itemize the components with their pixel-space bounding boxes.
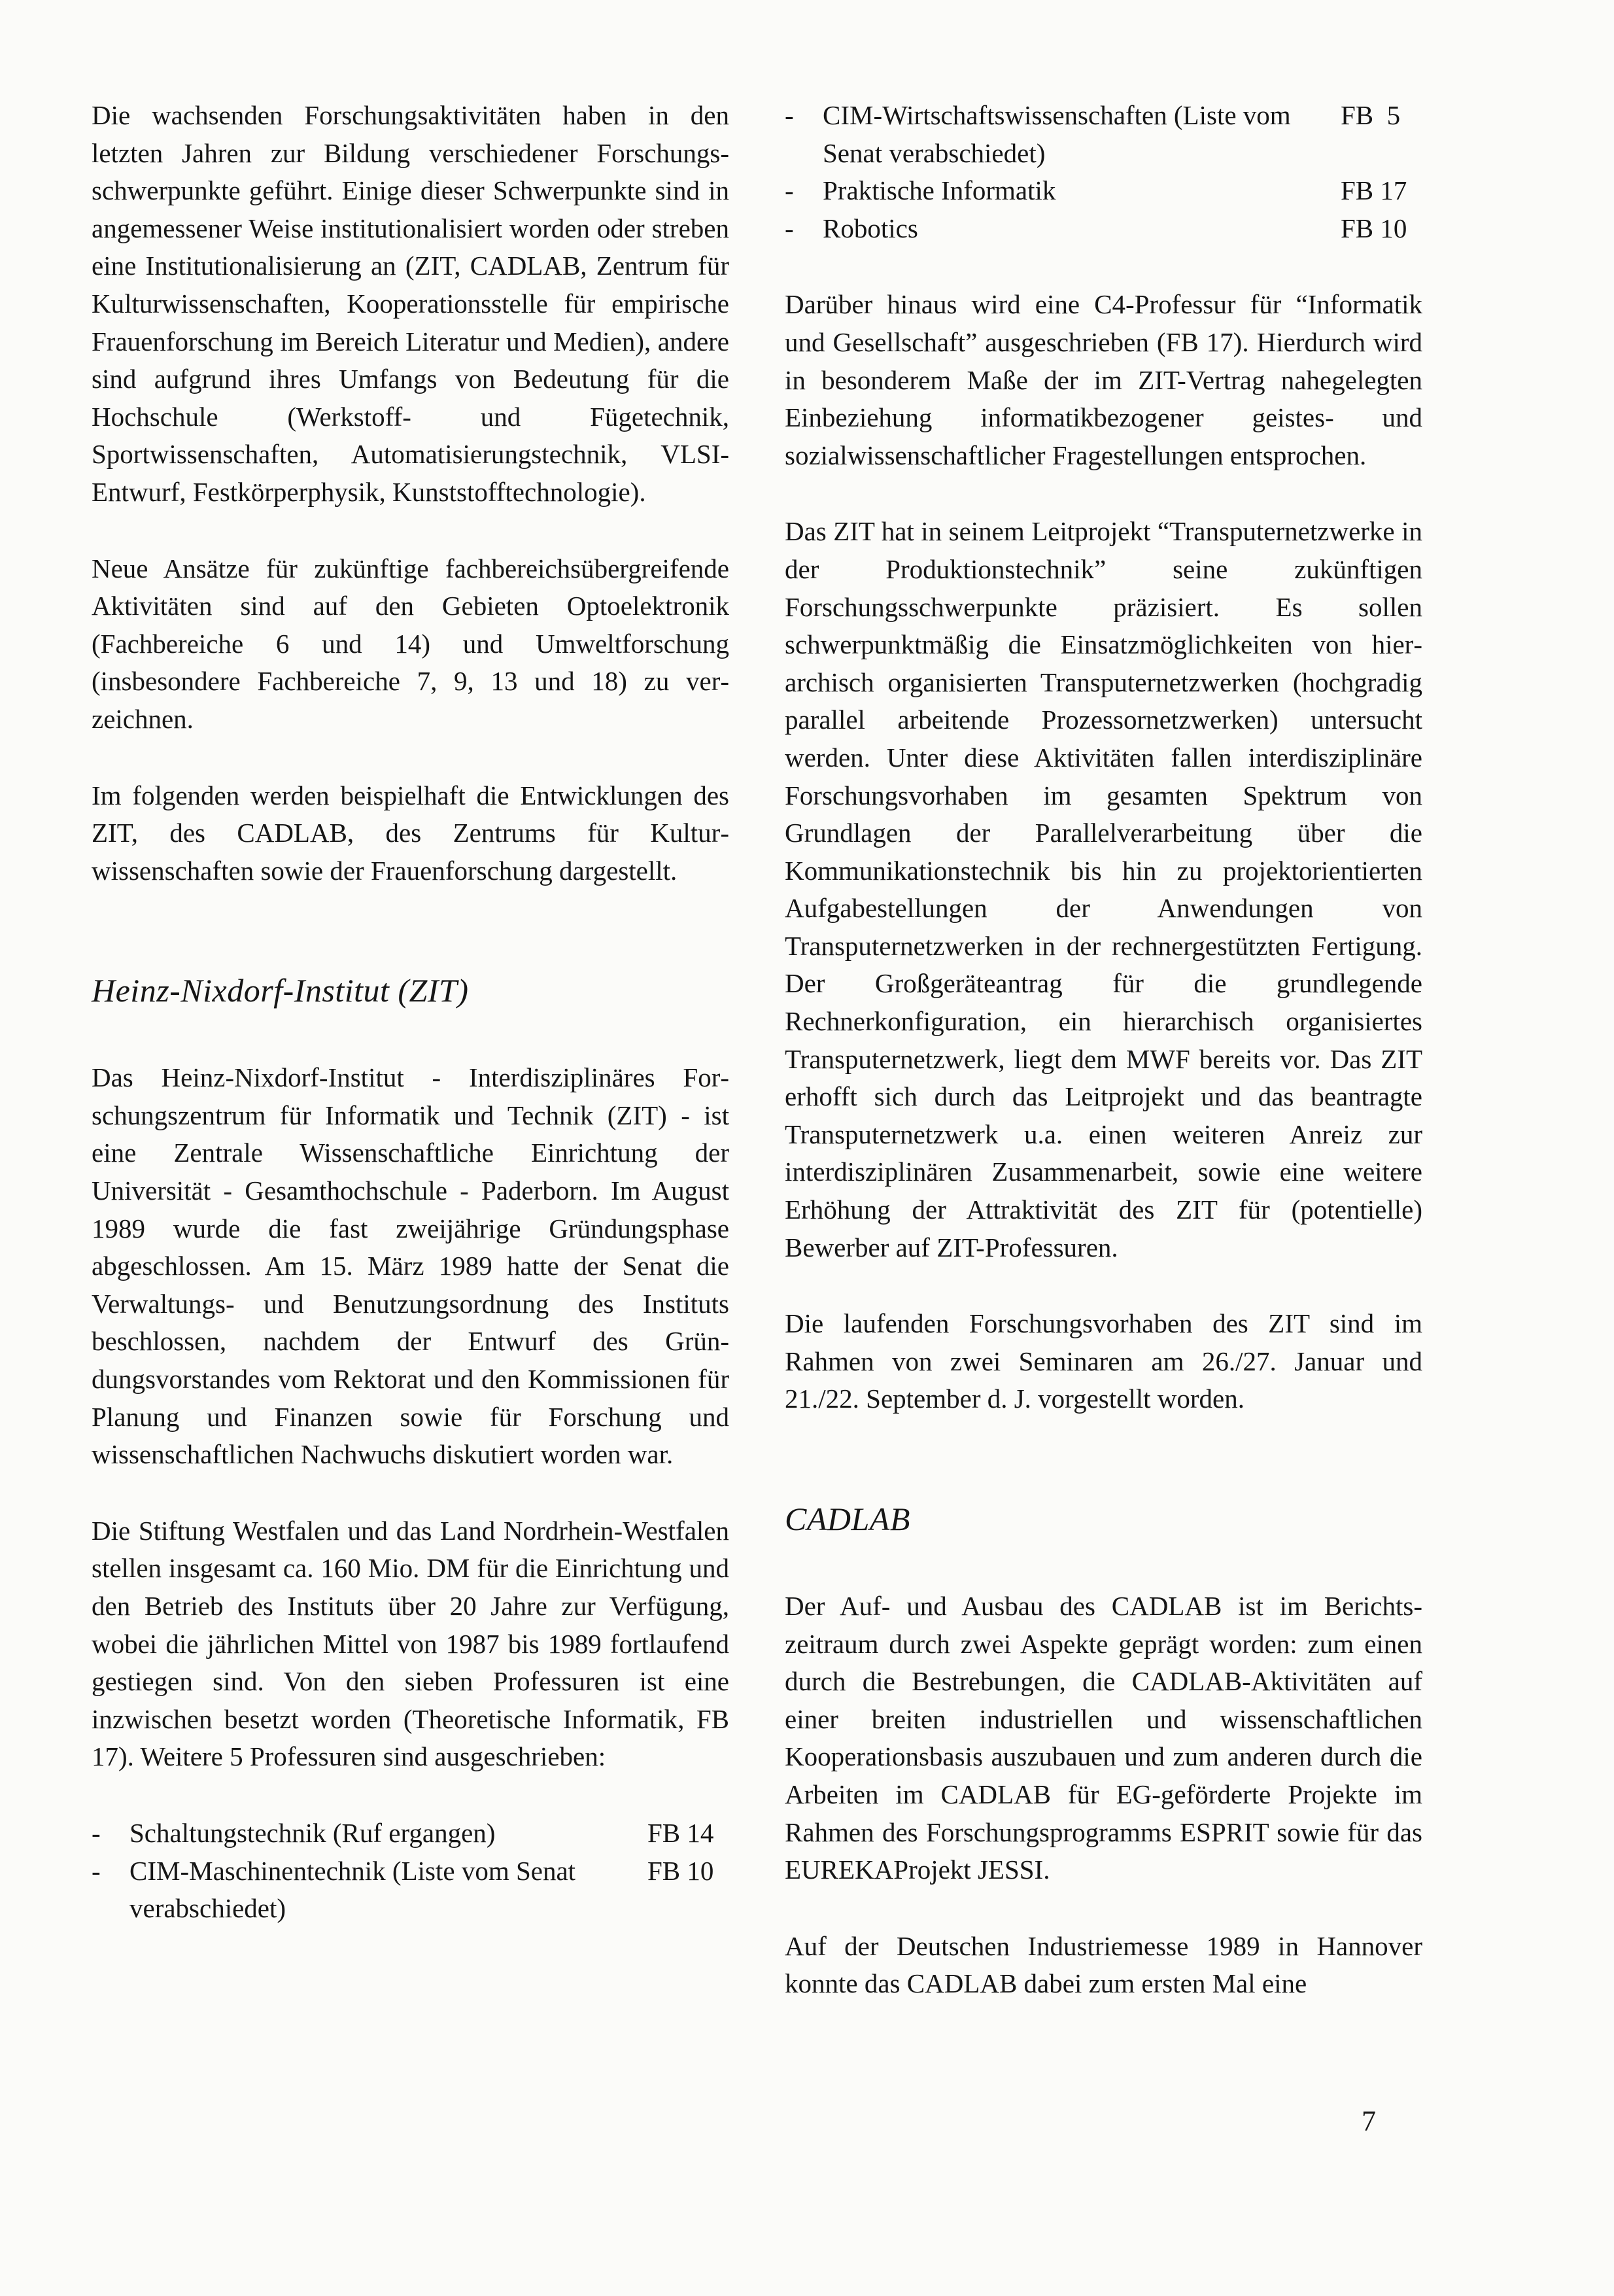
paragraph: Darüber hinaus wird eine C4-Professur für “Informatik und Gesellschaft” ausgeschrieben (FB 17). Hierdurch wird in besonderem Maße der im ZIT-Vertrag nahegelegten Einbeziehung informatikbezogener geistes- und sozialwissenschaftlicher Fragestellungen entsprochen. [785,289,1422,470]
list-item: - CIM-Wirtschaftswissenschaften (Liste vom Senat verabschiedet) FB 5 [785,100,1401,168]
paragraph: Neue Ansätze für zukünftige fachbereichsübergreifende Aktivitäten sind auf den Gebieten Optoelektronik (Fachbereiche 6 und 14) und Umweltforschung (insbesondere Fachbereiche 7, 9, 13 und 18) zu verzeichnen. [92,553,729,734]
professorship-list [92,1815,729,1928]
paragraph: Das ZIT hat in seinem Leitprojekt “Transputernetzwerke in der Produktionstechnik” seine zukünftigen Forschungsschwerpunkte präzisiert. Es sollen schwerpunktmäßig die Einsatzmöglichkeiten von hierarchisch organisierten Transputernetzwerken (hochgradig parallel arbeitende Prozessornetzwerken) untersucht werden. Unter diese Aktivitäten fallen interdisziplinäre Forschungsvorhaben im gesamten Spektrum von Grundlagen der Parallelverarbeitung über die Kommunikationstechnik bis hin zu projektorientierten Aufgabestellungen der Anwendungen von Transputernetzwerken in der rechnergestützten Fertigung. Der Großgeräteantrag für die grundlegende Rechnerkonfiguration, ein hierarchisch organisiertes Transputernetzwerk, liegt dem MWF bereits vor. Das ZIT erhofft sich durch das Leitprojekt und das beantragte Transputernetzwerk u.a. einen weiteren Anreiz zur interdisziplinären Zusammenarbeit, sowie eine weitere Erhöhung der Attraktivität des ZIT für (potentielle) Bewerber auf ZIT-Professuren. [785,516,1422,1262]
paragraph: Die wachsenden Forschungsaktivitäten haben in den letzten Jahren zur Bildung verschiedener Forschungsschwerpunkte geführt. Einige dieser Schwerpunkte sind in angemessener Weise institutionalisiert worden oder streben eine Institutionalisierung an (ZIT, CADLAB, Zentrum für Kulturwissenschaften, Kooperationsstelle für empirische Frauenforschung im Bereich Literatur und Medien), andere sind aufgrund ihres Umfangs von Bedeutung für die Hochschule (Werkstoff- und Fügetechnik, Sportwissenschaften, Automatisierungstechnik, VLSI-Entwurf, Festkörperphysik, Kunststofftechnologie). [92,100,729,507]
paragraph: Im folgenden werden beispielhaft die Entwicklungen des ZIT, des CADLAB, des Zentrums für Kulturwissenschaften sowie der Frauenforschung dargestellt. [92,780,729,886]
paragraph: Der Auf- und Ausbau des CADLAB ist im Berichtszeitraum durch zwei Aspekte geprägt worden: zum einen durch die Bestrebungen, die CADLAB-Aktivitäten auf einer breiten industriellen und wissenschaftlichen Kooperationsbasis auszubauen und zum anderen durch die Arbeiten im CADLAB für EG-geförderte Projekte im Rahmen des Forschungsprogramms ESPRIT sowie für das EUREKAProjekt JESSI. [785,1591,1422,1885]
section-heading-zit: Heinz-Nixdorf-Institut (ZIT) [92,972,469,1009]
paragraph: Die Stiftung Westfalen und das Land Nordrhein-Westfalen stellen insgesamt ca. 160 Mio. DM für die Einrichtung und den Betrieb des Instituts über 20 Jahre zur Verfügung, wobei die jährlichen Mittel von 1987 bis 1989 fortlaufend gestiegen sind. Von den sieben Professuren ist eine inzwischen besetzt worden (Theoretische Informatik, FB 17). Weitere 5 Professuren sind ausgeschrieben: [92,1515,729,1772]
page-number: 7 [1362,2105,1376,2137]
paragraph: Auf der Deutschen Industriemesse 1989 in Hannover konnte das CADLAB dabei zum ersten Mal eine [785,1930,1422,1999]
right-column [785,97,1422,2003]
list-item: - Praktische Informatik FB 17 [785,175,1407,206]
professorship-list [785,97,1422,247]
list-item: - Schaltungstechnik (Ruf ergangen) FB 14 [92,1817,714,1848]
paragraph: Die laufenden Forschungsvorhaben des ZIT sind im Rahmen von zwei Seminaren am 26./27. Januar und 21./22. September d. J. vorgestellt worden. [785,1308,1422,1414]
section-heading-cadlab: CADLAB [785,1501,910,1537]
list-item: - Robotics FB 10 [785,213,1407,243]
list-item: - CIM-Maschinentechnik (Liste vom Senat verabschiedet) FB 10 [92,1855,714,1924]
left-column [92,97,729,1928]
paragraph: Das Heinz-Nixdorf-Institut - Interdisziplinäres Forschungszentrum für Informatik und Technik (ZIT) - ist eine Zentrale Wissenschaftliche Einrichtung der Universität - Gesamthochschule - Paderborn. Im August 1989 wurde die fast zweijährige Gründungsphase abgeschlossen. Am 15. März 1989 hatte der Senat die Verwaltungs- und Benutzungsordnung des Instituts beschlossen, nachdem der Entwurf des Gründungsvorstandes vom Rektorat und den Kommissionen für Planung und Finanzen sowie für Forschung und wissenschaftlichen Nachwuchs diskutiert worden war. [92,1062,729,1470]
